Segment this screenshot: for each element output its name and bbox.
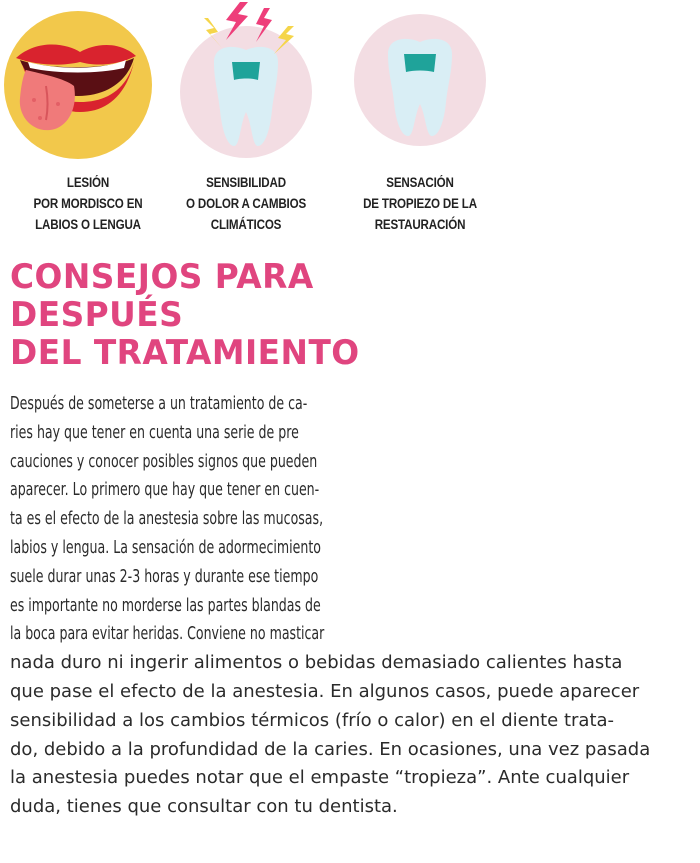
caption-sensitivity: SENSIBILIDAD O DOLOR A CAMBIOS CLIMÁTICOS (185, 175, 307, 232)
body-line: aparecer. Lo primero que hay que tener en cuen- (10, 479, 320, 501)
body-paragraph (10, 390, 690, 822)
symptom-icons-row (0, 0, 700, 240)
tooth-filling-icon (330, 0, 510, 170)
body-line: labios y lengua. La sensación de adormecimiento (10, 536, 321, 558)
body-line: es importante no morderse las partes blandas de (10, 594, 321, 616)
body-line: ries hay que tener en cuenta una serie de pre (10, 421, 299, 443)
body-line: cauciones y conocer posibles signos que pueden (10, 450, 318, 472)
body-line: ta es el efecto de la anestesia sobre las mucosas, (10, 508, 324, 530)
body-line: nada duro ni ingerir alimentos o bebidas demasiado calientes hasta (10, 652, 623, 674)
lips-tongue-icon (0, 0, 178, 170)
body-line: suele durar unas 2-3 horas y durante ese tiempo (10, 565, 319, 587)
body-line: sensibilidad a los cambios térmicos (frío o calor) en el diente trata- (10, 709, 615, 731)
body-line: Después de someterse a un tratamiento de ca- (10, 393, 308, 414)
tooth-pain-icon (156, 0, 336, 170)
body-line: la anestesia puedes notar que el empaste “tropieza”. Ante cualquier (10, 767, 630, 789)
section-heading: CONSEJOS PARA DESPUÉS DEL TRATAMIENTO (10, 257, 360, 373)
body-line: do, debido a la profundidad de la caries. En ocasiones, una vez pasada (10, 738, 651, 760)
body-line: la boca para evitar heridas. Conviene no masticar (10, 623, 325, 645)
caption-lesion: LESIÓN POR MORDISCO EN LABIOS O LENGUA (33, 175, 143, 232)
body-line: duda, tienes que consultar con tu dentista. (10, 796, 398, 818)
caption-restoration: SENSACIÓN DE TROPIEZO DE LA RESTAURACIÓN (363, 175, 477, 232)
body-line: que pase el efecto de la anestesia. En algunos casos, puede aparecer (10, 680, 640, 702)
